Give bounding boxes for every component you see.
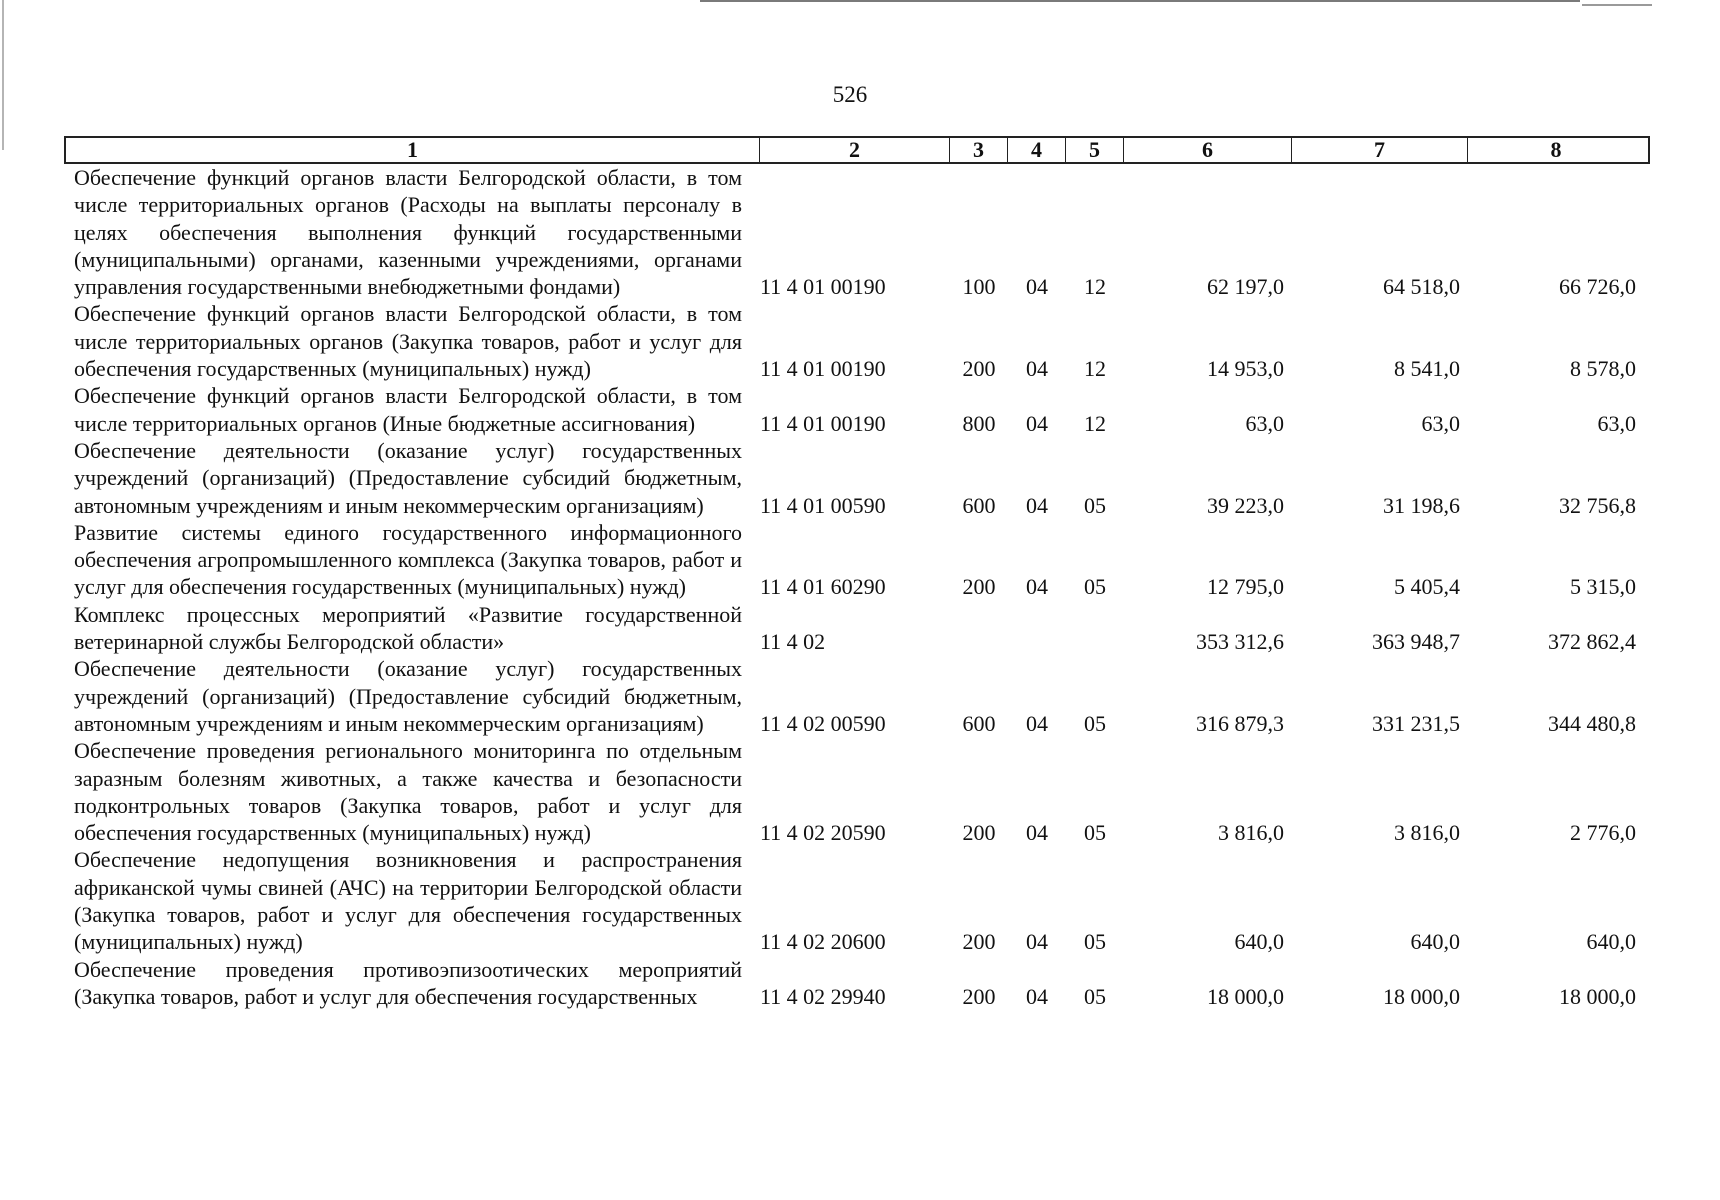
row-col-4: 04 [1026,983,1048,1009]
row-col-8: 5 315,0 [1570,574,1636,600]
row-col-4: 04 [1026,492,1048,518]
row-code: 11 4 02 29940 [760,983,886,1009]
row-col-4: 04 [1026,710,1048,736]
column-header-2: 2 [760,138,950,162]
row-col-7: 3 816,0 [1394,820,1460,846]
row-description: Обеспечение функций органов власти Белгородской области, в том числе территориальных органов (Закупка товаров, работ и услуг для обеспечения государственных (муниципальных) нужд) [74,301,742,382]
row-col-6: 18 000,0 [1207,983,1284,1009]
column-header-6: 6 [1124,138,1292,162]
table-row [64,737,1650,846]
row-col-7: 8 541,0 [1394,356,1460,382]
column-header-4: 4 [1008,138,1066,162]
column-header-7: 7 [1292,138,1468,162]
page-number: 526 [832,82,868,107]
table-body [64,164,1650,1010]
row-description: Комплекс процессных мероприятий «Развитие государственной ветеринарной службы Белгородской области» [74,601,742,655]
row-col-3: 200 [962,983,996,1009]
row-col-4: 04 [1026,820,1048,846]
scan-edge-line-left [2,0,4,150]
row-col-5: 05 [1084,820,1106,846]
row-col-5: 05 [1084,983,1106,1009]
row-col-3: 600 [962,492,996,518]
row-code: 11 4 02 [760,629,826,655]
row-col-8: 344 480,8 [1548,710,1636,736]
row-col-6: 39 223,0 [1207,492,1284,518]
row-code: 11 4 01 00190 [760,356,886,382]
row-col-5: 05 [1084,929,1106,955]
row-col-4: 04 [1026,574,1048,600]
row-code: 11 4 01 60290 [760,574,886,600]
row-col-3: 200 [962,574,996,600]
row-description: Обеспечение проведения регионального мониторинга по отдельным заразным болезням животных, а также качества и безопасности подконтрольных товаров (Закупка товаров, работ и услуг для обеспечения государственных (муниципальных) нужд) [74,738,742,846]
row-col-7: 331 231,5 [1372,710,1460,736]
row-col-5: 12 [1084,410,1106,436]
row-col-4: 04 [1026,929,1048,955]
table-row [64,601,1650,656]
row-col-5: 12 [1084,274,1106,300]
scan-edge-line-top [700,0,1580,2]
row-col-7: 363 948,7 [1372,629,1460,655]
table-header [64,136,1650,164]
row-description: Обеспечение проведения противоэпизоотических мероприятий (Закупка товаров, работ и услуг для обеспечения государственных [74,956,742,1009]
row-description: Развитие системы единого государственного информационного обеспечения агропромышленного комплекса (Закупка товаров, работ и услуг для обеспечения государственных (муниципальных) нужд) [74,519,742,600]
row-col-3: 200 [962,929,996,955]
row-col-7: 63,0 [1421,410,1460,436]
row-col-8: 32 756,8 [1559,492,1636,518]
table-row [64,956,1650,1011]
row-col-6: 62 197,0 [1207,274,1284,300]
row-description: Обеспечение деятельности (оказание услуг) государственных учреждений (организаций) (Предоставление субсидий бюджетным, автономным учреждениям и иным некоммерческим организациям) [74,656,742,736]
row-code: 11 4 02 00590 [760,710,886,736]
row-col-6: 14 953,0 [1207,356,1284,382]
row-col-4: 04 [1026,410,1048,436]
column-header-3: 3 [950,138,1008,162]
row-description: Обеспечение недопущения возникновения и распространения африканской чумы свиней (АЧС) на территории Белгородской области (Закупка товаров, работ и услуг для обеспечения государственных (муниципальных) нужд) [74,847,742,955]
row-col-5: 05 [1084,574,1106,600]
row-col-6: 63,0 [1245,410,1284,436]
row-col-5: 05 [1084,710,1106,736]
table-row [64,846,1650,955]
row-col-3: 600 [962,710,996,736]
row-description: Обеспечение деятельности (оказание услуг) государственных учреждений (организаций) (Предоставление субсидий бюджетным, автономным учреждениям и иным некоммерческим организациям) [74,437,742,518]
row-col-6: 3 816,0 [1218,820,1284,846]
scan-edge-line-right [1582,4,1652,6]
row-code: 11 4 02 20590 [760,820,886,846]
row-col-8: 2 776,0 [1570,820,1636,846]
row-col-8: 66 726,0 [1559,274,1636,300]
table-row [64,382,1650,437]
row-description: Обеспечение функций органов власти Белгородской области, в том числе территориальных органов (Иные бюджетные ассигнования) [74,383,742,436]
row-col-3: 800 [962,410,996,436]
table-row [64,655,1650,737]
row-col-5: 12 [1084,356,1106,382]
row-col-4: 04 [1026,356,1048,382]
row-col-7: 640,0 [1410,929,1460,955]
row-col-8: 63,0 [1597,410,1636,436]
row-col-6: 353 312,6 [1196,629,1284,655]
row-col-6: 640,0 [1234,929,1284,955]
row-col-6: 316 879,3 [1196,710,1284,736]
row-description: Обеспечение функций органов власти Белгородской области, в том числе территориальных органов (Расходы на выплаты персоналу в целях обеспечения выполнения функций государственными (муниципальными) органами, казенными учреждениями, органами управления государственными внебюджетными фондами) [74,165,742,300]
row-code: 11 4 02 20600 [760,929,886,955]
row-code: 11 4 01 00190 [760,410,886,436]
row-col-8: 372 862,4 [1548,629,1636,655]
row-code: 11 4 01 00590 [760,492,886,518]
row-col-8: 18 000,0 [1559,983,1636,1009]
row-col-7: 5 405,4 [1394,574,1460,600]
column-header-5: 5 [1066,138,1124,162]
table-row [64,437,1650,519]
row-col-3: 200 [962,820,996,846]
row-col-8: 8 578,0 [1570,356,1636,382]
row-col-4: 04 [1026,274,1048,300]
column-header-1: 1 [66,138,760,162]
column-header-8: 8 [1550,137,1562,162]
row-col-5: 05 [1084,492,1106,518]
row-col-7: 18 000,0 [1383,983,1460,1009]
row-code: 11 4 01 00190 [760,274,886,300]
row-col-8: 640,0 [1586,929,1636,955]
table-row [64,519,1650,601]
row-col-3: 200 [962,356,996,382]
row-col-3: 100 [962,274,996,300]
row-col-6: 12 795,0 [1207,574,1284,600]
table-row [64,300,1650,382]
row-col-7: 64 518,0 [1383,274,1460,300]
row-col-7: 31 198,6 [1383,492,1460,518]
table-row [64,164,1650,300]
